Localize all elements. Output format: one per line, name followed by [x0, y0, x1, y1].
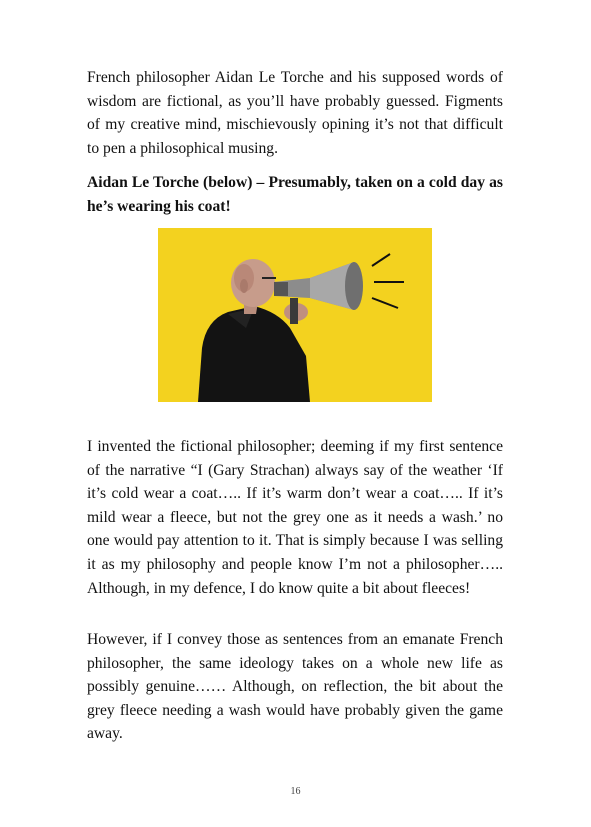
photo-caption: Aidan Le Torche (below) – Presumably, taken on a cold day as he’s wearing his coat!: [87, 174, 503, 215]
intro-paragraph: French philosopher Aidan Le Torche and his supposed words of wisdom are fictional, as you’ll have probably guessed. Figments of my creative mind, mischievously opining it’s not that difficult to pen a philosophical musing.: [87, 69, 503, 157]
page-number: 16: [290, 786, 301, 797]
megaphone-photo: [158, 228, 432, 402]
megaphone-man-illustration: [158, 228, 432, 402]
body-paragraph-2: However, if I convey those as sentences from an emanate French philosopher, the same ideology takes on a whole new life as possibly genuine…… Although, on reflection, the bit about the grey fleece needing a wash would have probably given the game away.: [87, 631, 503, 743]
body-paragraph-1: I invented the fictional philosopher; deeming if my first sentence of the narrative “I (Gary Strachan) always say of the weather ‘If it’s cold wear a coat….. If it’s warm don’t wear a coat….. If it’s mild wear a fleece, but not the grey one as it needs a wash.’ no one would pay attention to it. That is simply because I was selling it as my philosophy and people know I’m not a philosopher….. Although, in my defence, I do know quite a bit about fleeces!: [87, 438, 503, 597]
